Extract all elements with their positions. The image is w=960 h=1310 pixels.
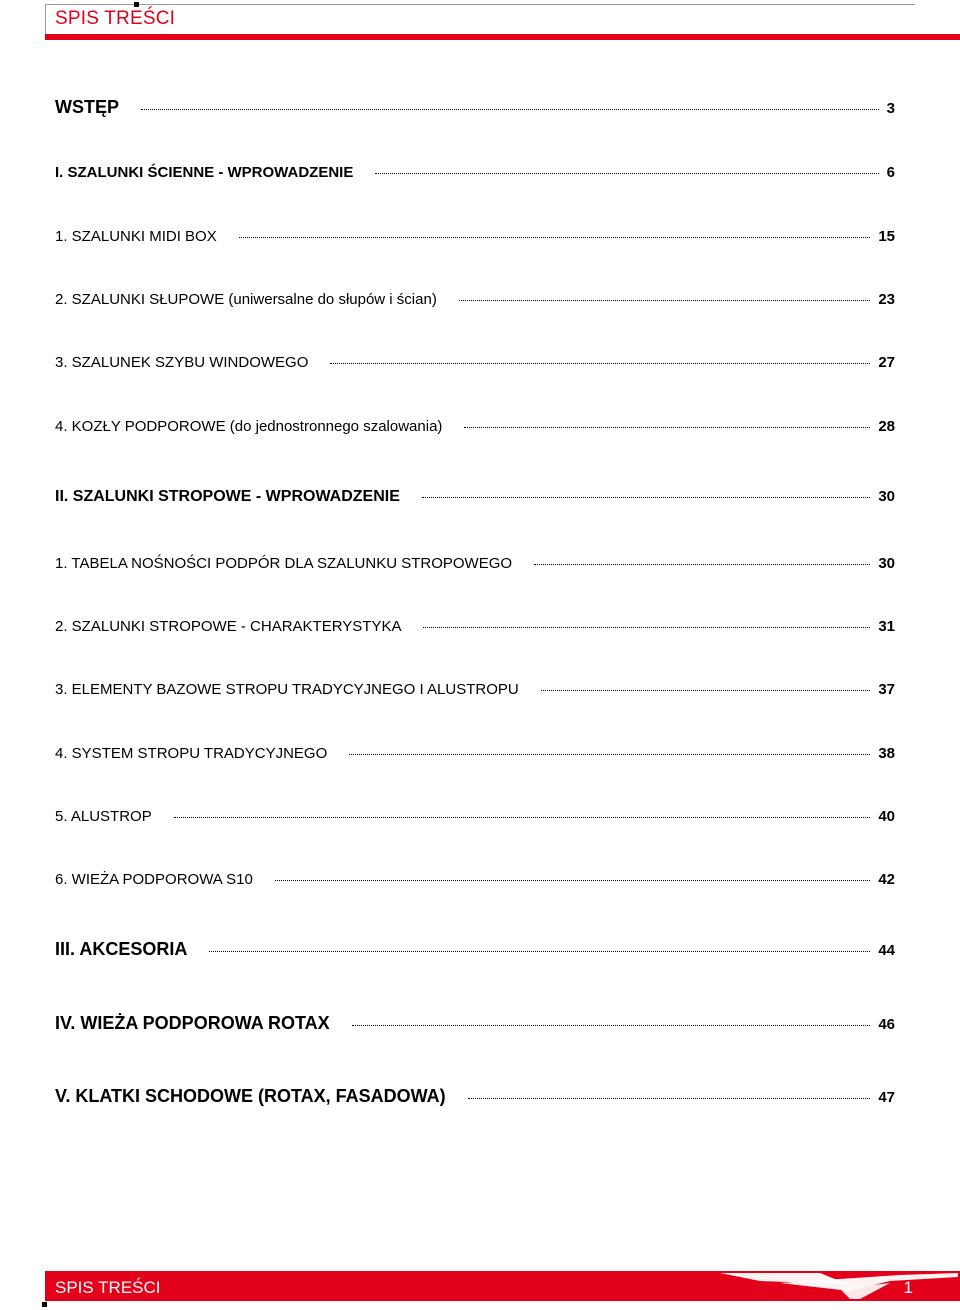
toc-entry-section-5[interactable]	[55, 1086, 895, 1107]
toc-leader	[349, 754, 870, 755]
toc-leader	[174, 817, 871, 818]
toc-entry[interactable]	[55, 291, 895, 308]
toc-entry[interactable]	[55, 871, 895, 888]
header-frame	[45, 4, 915, 34]
toc-page: 3	[886, 100, 895, 117]
toc-leader	[330, 363, 870, 364]
toc-leader	[464, 427, 870, 428]
toc-leader	[239, 237, 871, 238]
toc-page: 37	[878, 681, 895, 698]
toc-leader	[141, 109, 879, 110]
toc-leader	[468, 1098, 871, 1099]
toc-page: 44	[878, 942, 895, 959]
toc-page: 40	[878, 808, 895, 825]
toc-label: IV. WIEŻA PODPOROWA ROTAX	[55, 1013, 330, 1033]
toc-label: 3. SZALUNEK SZYBU WINDOWEGO	[55, 354, 309, 371]
brand-logo-icon	[700, 1271, 960, 1301]
toc-label: 2. SZALUNKI SŁUPOWE (uniwersalne do słupów i ścian)	[55, 291, 437, 308]
toc-leader	[352, 1025, 871, 1026]
footer-title: SPIS TREŚCI	[55, 1278, 161, 1297]
toc-page: 28	[878, 418, 895, 435]
toc-entry[interactable]	[55, 228, 895, 245]
toc-label: 4. SYSTEM STROPU TRADYCYJNEGO	[55, 745, 328, 762]
toc-page: 15	[878, 228, 895, 245]
toc-entry[interactable]	[55, 618, 895, 635]
toc-entry-wstep[interactable]	[55, 97, 895, 118]
header-marker	[134, 2, 139, 7]
footer-page-number: 1	[903, 1278, 913, 1297]
toc-leader	[375, 173, 878, 174]
toc-page: 31	[878, 618, 895, 635]
toc-entry-section-2[interactable]	[55, 488, 895, 506]
toc-leader	[423, 627, 870, 628]
toc-page: 30	[878, 555, 895, 572]
header-rule	[45, 34, 960, 40]
toc-leader	[422, 497, 870, 498]
toc-entry[interactable]	[55, 681, 895, 698]
toc-label: 4. KOZŁY PODPOROWE (do jednostronnego szalowania)	[55, 418, 443, 435]
toc-label: I. SZALUNKI ŚCIENNE - WPROWADZENIE	[55, 164, 354, 181]
toc-leader	[209, 951, 870, 952]
toc-label: V. KLATKI SCHODOWE (ROTAX, FASADOWA)	[55, 1086, 446, 1106]
toc-page: 46	[878, 1016, 895, 1033]
toc-entry-section-3[interactable]	[55, 939, 895, 960]
toc-label: II. SZALUNKI STROPOWE - WPROWADZENIE	[55, 488, 400, 505]
toc-leader	[541, 690, 871, 691]
toc-label: III. AKCESORIA	[55, 939, 188, 959]
toc-label: 3. ELEMENTY BAZOWE STROPU TRADYCYJNEGO I ALUSTROPU	[55, 681, 519, 698]
toc-entry[interactable]	[55, 808, 895, 825]
toc-label: 1. TABELA NOŚNOŚCI PODPÓR DLA SZALUNKU STROPOWEGO	[55, 555, 513, 572]
toc-page: 38	[878, 745, 895, 762]
toc-label: WSTĘP	[55, 97, 120, 117]
toc-page: 23	[878, 291, 895, 308]
page-header-title: SPIS TREŚCI	[55, 8, 176, 29]
toc-page: 47	[878, 1089, 895, 1106]
toc-entry[interactable]	[55, 354, 895, 371]
toc-page: 42	[878, 871, 895, 888]
toc-entry-section-4[interactable]	[55, 1013, 895, 1034]
toc-entry[interactable]	[55, 418, 895, 435]
toc-page: 27	[878, 354, 895, 371]
toc-page: 30	[878, 488, 895, 505]
toc-label: 2. SZALUNKI STROPOWE - CHARAKTERYSTYKA	[55, 618, 402, 635]
toc-leader	[459, 300, 871, 301]
toc-leader	[275, 880, 870, 881]
toc-page: 6	[886, 164, 895, 181]
toc-label: 1. SZALUNKI MIDI BOX	[55, 228, 217, 245]
toc-entry-section-1[interactable]	[55, 164, 895, 181]
toc-label: 6. WIEŻA PODPOROWA S10	[55, 871, 253, 888]
footer-marker	[42, 1302, 47, 1307]
toc-entry[interactable]	[55, 745, 895, 762]
toc-label: 5. ALUSTROP	[55, 808, 152, 825]
toc-entry[interactable]	[55, 555, 895, 572]
toc-leader	[534, 564, 870, 565]
